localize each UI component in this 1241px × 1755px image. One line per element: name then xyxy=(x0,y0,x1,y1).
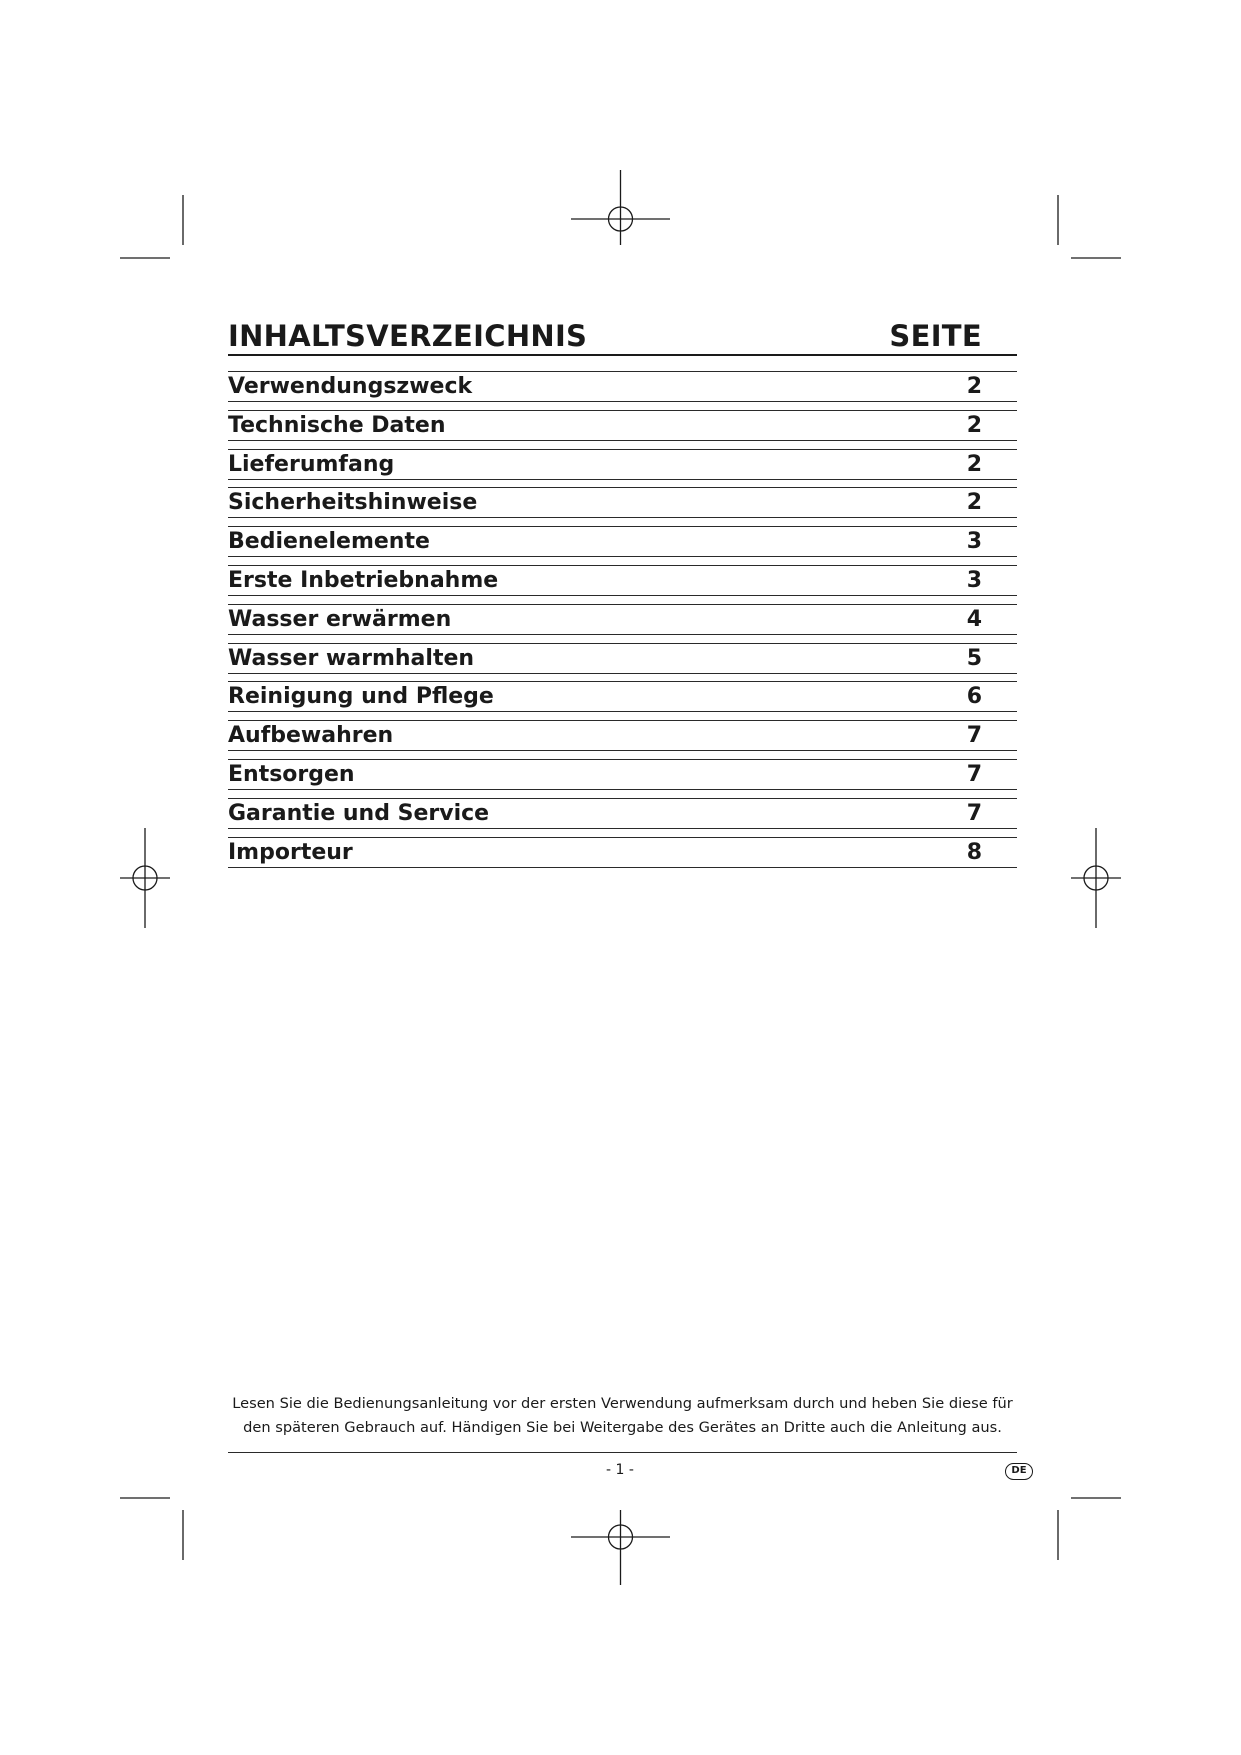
registration-mark-bottom xyxy=(571,1510,670,1585)
toc-page-column-label: SEITE xyxy=(889,319,982,353)
toc-entry[interactable] xyxy=(228,449,1017,488)
toc-entry-page: 2 xyxy=(966,490,982,516)
toc-entry[interactable] xyxy=(228,837,1017,876)
usage-note-line-2: den späteren Gebrauch auf. Händigen Sie bei Weitergabe des Gerätes an Dritte auch die Anleitung aus. xyxy=(243,1419,1002,1436)
page-number: - 1 - xyxy=(606,1462,634,1478)
toc-entry-title: Garantie und Service xyxy=(228,800,490,826)
toc-entry[interactable] xyxy=(228,371,1017,410)
toc-entry[interactable] xyxy=(228,410,1017,449)
registration-mark-left xyxy=(120,828,170,928)
toc-entry-page: 7 xyxy=(966,761,982,787)
toc-entry-page: 5 xyxy=(966,645,982,671)
toc-entry-title: Importeur xyxy=(228,839,353,865)
header-divider xyxy=(228,354,1017,356)
toc-entry-title: Aufbewahren xyxy=(228,723,394,749)
toc-entry[interactable] xyxy=(228,487,1017,526)
toc-entry[interactable] xyxy=(228,526,1017,565)
toc-entry[interactable] xyxy=(228,681,1017,720)
toc-entry[interactable] xyxy=(228,759,1017,798)
toc-entry[interactable] xyxy=(228,604,1017,643)
toc-entry-page: 2 xyxy=(966,374,982,399)
toc-entry[interactable] xyxy=(228,720,1017,759)
toc-entry[interactable] xyxy=(228,565,1017,604)
toc-entry-title: Entsorgen xyxy=(228,761,355,787)
toc-entry-page: 3 xyxy=(966,567,982,593)
toc-entry-title: Wasser erwärmen xyxy=(228,606,452,632)
toc-entry-title: Technische Daten xyxy=(228,412,446,438)
toc-entry[interactable] xyxy=(228,798,1017,837)
toc-entry-title: Wasser warmhalten xyxy=(228,645,475,671)
toc-entry-page: 6 xyxy=(966,684,982,710)
table-of-contents xyxy=(228,371,1017,875)
toc-entry-page: 8 xyxy=(966,839,982,865)
footer-divider xyxy=(228,1452,1017,1453)
toc-entry[interactable] xyxy=(228,643,1017,682)
usage-note xyxy=(228,1392,1017,1440)
toc-entry-page: 7 xyxy=(966,800,982,826)
usage-note-line-1: Lesen Sie die Bedienungsanleitung vor der ersten Verwendung aufmerksam durch und heben Sie diese für xyxy=(232,1395,1013,1412)
toc-entry-title: Verwendungszweck xyxy=(228,374,473,399)
registration-mark-top xyxy=(571,170,670,245)
language-badge: DE xyxy=(1005,1463,1033,1480)
toc-entry-page: 4 xyxy=(966,606,982,632)
toc-entry-page: 2 xyxy=(966,412,982,438)
toc-entry-title: Reinigung und Pflege xyxy=(228,684,494,710)
toc-entry-page: 2 xyxy=(966,451,982,477)
toc-entry-title: Bedienelemente xyxy=(228,529,430,555)
toc-entry-title: Erste Inbetriebnahme xyxy=(228,567,499,593)
toc-entry-title: Lieferumfang xyxy=(228,451,395,477)
toc-title: INHALTSVERZEICHNIS xyxy=(228,319,588,353)
registration-mark-right xyxy=(1071,828,1121,928)
toc-entry-page: 7 xyxy=(966,723,982,749)
toc-entry-page: 3 xyxy=(966,529,982,555)
toc-entry-title: Sicherheitshinweise xyxy=(228,490,478,516)
toc-header xyxy=(228,318,997,354)
